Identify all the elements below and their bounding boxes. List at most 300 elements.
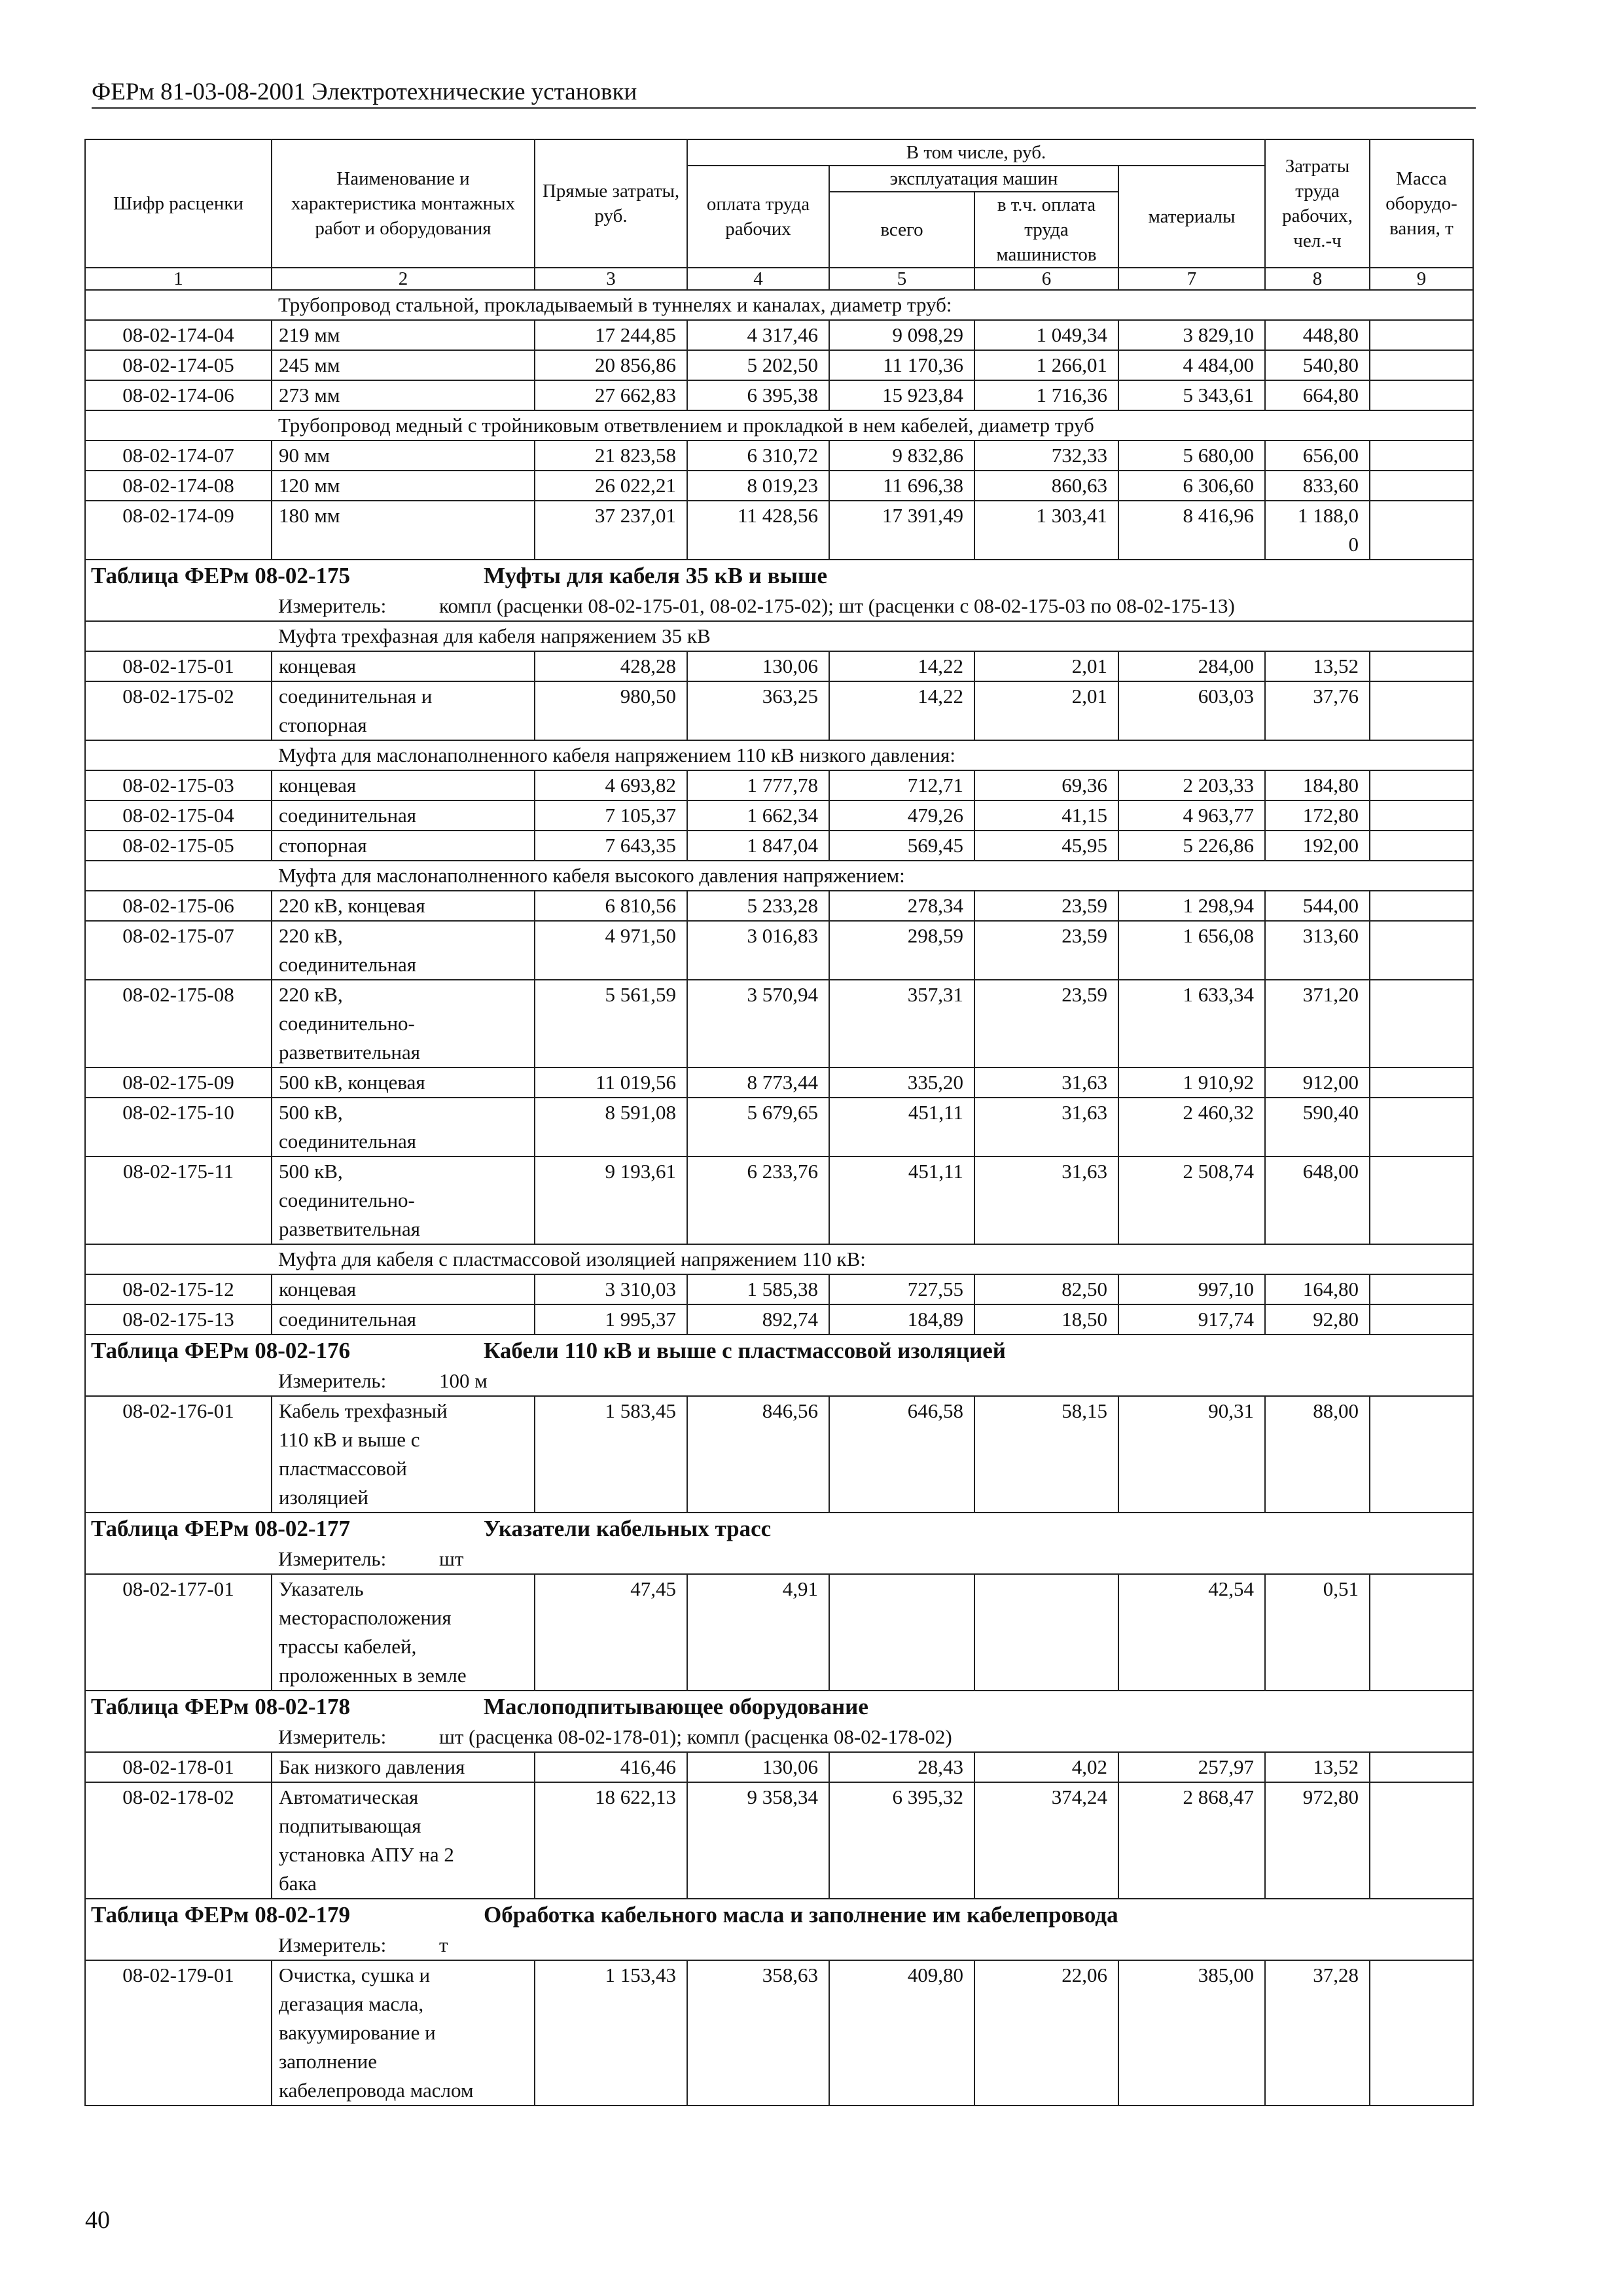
labor-cost: 192,00 [1265, 831, 1370, 861]
machines-total: 409,80 [829, 1960, 974, 2106]
table-title-name: Указатели кабельных трасс [484, 1516, 772, 1541]
direct-cost: 27 662,83 [535, 380, 687, 410]
work-name: Указатель месторасположения трассы кабелей, проложенных в земле [272, 1574, 535, 1691]
table-row [85, 770, 1473, 800]
direct-cost: 416,46 [535, 1752, 687, 1782]
equipment-mass [1370, 891, 1473, 921]
machinist-wages: 374,24 [974, 1782, 1118, 1899]
direct-cost: 5 561,59 [535, 980, 687, 1067]
rate-code: 08-02-178-02 [85, 1782, 272, 1899]
worker-wages: 363,25 [687, 681, 829, 740]
work-name: соединительная [272, 1304, 535, 1335]
direct-cost: 26 022,21 [535, 471, 687, 501]
group-caption: Муфта трехфазная для кабеля напряжением 35 кВ [85, 621, 1473, 651]
rate-code: 08-02-174-08 [85, 471, 272, 501]
machinist-wages: 23,59 [974, 980, 1118, 1067]
labor-cost: 13,52 [1265, 1752, 1370, 1782]
materials-cost: 4 484,00 [1118, 350, 1265, 380]
direct-cost: 4 971,50 [535, 921, 687, 980]
direct-cost: 37 237,01 [535, 501, 687, 560]
rate-code: 08-02-175-03 [85, 770, 272, 800]
table-row [85, 681, 1473, 740]
equipment-mass [1370, 651, 1473, 681]
measure-value: шт (расценка 08-02-178-01); компл (расценка 08-02-178-02) [439, 1725, 952, 1748]
machines-total: 479,26 [829, 800, 974, 831]
work-name: 220 кВ, концевая [272, 891, 535, 921]
measure-label: Измеритель: [278, 1369, 387, 1392]
equipment-mass [1370, 921, 1473, 980]
rate-code: 08-02-174-06 [85, 380, 272, 410]
materials-cost: 5 680,00 [1118, 440, 1265, 471]
work-name: Очистка, сушка и дегазация масла, вакуумирование и заполнение кабелепровода маслом [272, 1960, 535, 2106]
rate-code: 08-02-174-05 [85, 350, 272, 380]
machinist-wages: 31,63 [974, 1157, 1118, 1244]
table-title-name: Кабели 110 кВ и выше с пластмассовой изоляцией [484, 1338, 1006, 1363]
machinist-wages: 31,63 [974, 1098, 1118, 1157]
work-name: концевая [272, 1274, 535, 1304]
materials-cost: 2 460,32 [1118, 1098, 1265, 1157]
direct-cost: 1 583,45 [535, 1396, 687, 1513]
machinist-wages: 4,02 [974, 1752, 1118, 1782]
rate-code: 08-02-175-12 [85, 1274, 272, 1304]
work-name: 220 кВ, соединительная [272, 921, 535, 980]
worker-wages: 6 233,76 [687, 1157, 829, 1244]
labor-cost: 0,51 [1265, 1574, 1370, 1691]
machines-total: 28,43 [829, 1752, 974, 1782]
materials-cost: 3 829,10 [1118, 320, 1265, 350]
worker-wages: 11 428,56 [687, 501, 829, 560]
table-title-code: Таблица ФЕРм 08-02-179 [91, 1902, 351, 1928]
work-name: 245 мм [272, 350, 535, 380]
measure-label: Измеритель: [278, 594, 387, 617]
col-num: 8 [1265, 268, 1370, 290]
group-caption-row [85, 290, 1473, 320]
equipment-mass [1370, 440, 1473, 471]
rates-table [84, 139, 1474, 2106]
direct-cost: 1 153,43 [535, 1960, 687, 2106]
table-row [85, 921, 1473, 980]
materials-cost: 90,31 [1118, 1396, 1265, 1513]
col-num: 2 [272, 268, 535, 290]
equipment-mass [1370, 1782, 1473, 1899]
materials-cost: 1 633,34 [1118, 980, 1265, 1067]
rate-code: 08-02-175-01 [85, 651, 272, 681]
measure-label: Измеритель: [278, 1933, 387, 1956]
direct-cost: 21 823,58 [535, 440, 687, 471]
machinist-wages: 1 716,36 [974, 380, 1118, 410]
equipment-mass [1370, 1752, 1473, 1782]
work-name: соединительная [272, 800, 535, 831]
direct-cost: 3 310,03 [535, 1274, 687, 1304]
direct-cost: 7 643,35 [535, 831, 687, 861]
table-title-row [85, 1899, 1473, 1931]
labor-cost: 544,00 [1265, 891, 1370, 921]
work-name: Бак низкого давления [272, 1752, 535, 1782]
measure-value: т [439, 1933, 448, 1956]
labor-cost: 912,00 [1265, 1067, 1370, 1098]
worker-wages: 130,06 [687, 1752, 829, 1782]
table-row [85, 471, 1473, 501]
equipment-mass [1370, 350, 1473, 380]
table-row [85, 831, 1473, 861]
table-row [85, 1752, 1473, 1782]
table-row [85, 501, 1473, 560]
direct-cost: 4 693,82 [535, 770, 687, 800]
labor-cost: 1 188,0 0 [1265, 501, 1370, 560]
machines-total: 727,55 [829, 1274, 974, 1304]
rate-code: 08-02-175-13 [85, 1304, 272, 1335]
direct-cost: 7 105,37 [535, 800, 687, 831]
work-name: 273 мм [272, 380, 535, 410]
worker-wages: 5 233,28 [687, 891, 829, 921]
table-row [85, 440, 1473, 471]
machinist-wages: 45,95 [974, 831, 1118, 861]
machinist-wages: 1 049,34 [974, 320, 1118, 350]
materials-cost: 2 868,47 [1118, 1782, 1265, 1899]
group-caption: Трубопровод медный с тройниковым ответвлением и прокладкой в нем кабелей, диаметр труб [85, 410, 1473, 440]
col-code-header: Шифр расценки [85, 139, 272, 268]
equipment-mass [1370, 980, 1473, 1067]
materials-cost: 1 656,08 [1118, 921, 1265, 980]
table-title [85, 1691, 1473, 1723]
worker-wages: 1 777,78 [687, 770, 829, 800]
table-row [85, 1157, 1473, 1244]
machinist-wages: 1 303,41 [974, 501, 1118, 560]
col-num: 5 [829, 268, 974, 290]
machinist-wages: 82,50 [974, 1274, 1118, 1304]
materials-cost: 2 203,33 [1118, 770, 1265, 800]
machinist-wages: 2,01 [974, 651, 1118, 681]
table-title-name: Обработка кабельного масла и заполнение им кабелепровода [484, 1902, 1118, 1928]
labor-cost: 833,60 [1265, 471, 1370, 501]
col-num: 3 [535, 268, 687, 290]
worker-wages: 3 016,83 [687, 921, 829, 980]
machinist-wages: 18,50 [974, 1304, 1118, 1335]
worker-wages: 4,91 [687, 1574, 829, 1691]
worker-wages: 5 679,65 [687, 1098, 829, 1157]
worker-wages: 358,63 [687, 1960, 829, 2106]
labor-cost: 164,80 [1265, 1274, 1370, 1304]
table-row [85, 1960, 1473, 2106]
machinist-wages: 31,63 [974, 1067, 1118, 1098]
col-incl-header: В том числе, руб. [687, 139, 1265, 166]
table-row [85, 800, 1473, 831]
col-num: 6 [974, 268, 1118, 290]
machines-total [829, 1574, 974, 1691]
labor-cost: 88,00 [1265, 1396, 1370, 1513]
work-name: Автоматическая подпитывающая установка АПУ на 2 бака [272, 1782, 535, 1899]
work-name: 180 мм [272, 501, 535, 560]
machines-total: 569,45 [829, 831, 974, 861]
materials-cost: 42,54 [1118, 1574, 1265, 1691]
equipment-mass [1370, 831, 1473, 861]
page-number: 40 [85, 2206, 110, 2234]
rate-code: 08-02-175-05 [85, 831, 272, 861]
measure [85, 1545, 1473, 1574]
measure-row [85, 1931, 1473, 1960]
rate-code: 08-02-174-07 [85, 440, 272, 471]
group-caption-row [85, 410, 1473, 440]
table-row [85, 651, 1473, 681]
table-title-code: Таблица ФЕРм 08-02-175 [91, 563, 351, 588]
table-row [85, 1396, 1473, 1513]
col-num: 9 [1370, 268, 1473, 290]
table-title-row [85, 560, 1473, 592]
work-name: 220 кВ, соединительно- разветвительная [272, 980, 535, 1067]
table-title-code: Таблица ФЕРм 08-02-178 [91, 1694, 351, 1719]
machines-total: 11 696,38 [829, 471, 974, 501]
work-name: 500 кВ, соединительная [272, 1098, 535, 1157]
machines-total: 14,22 [829, 651, 974, 681]
materials-cost: 257,97 [1118, 1752, 1265, 1782]
machinist-wages: 1 266,01 [974, 350, 1118, 380]
equipment-mass [1370, 471, 1473, 501]
measure-value: 100 м [439, 1369, 488, 1392]
direct-cost: 428,28 [535, 651, 687, 681]
group-caption-row [85, 861, 1473, 891]
table-title-name: Маслоподпитывающее оборудование [484, 1694, 868, 1719]
measure-value: шт [439, 1547, 464, 1570]
measure-row [85, 1367, 1473, 1396]
worker-wages: 8 019,23 [687, 471, 829, 501]
rate-code: 08-02-175-11 [85, 1157, 272, 1244]
equipment-mass [1370, 681, 1473, 740]
direct-cost: 6 810,56 [535, 891, 687, 921]
col-labor-header: Затраты труда рабочих, чел.-ч [1265, 139, 1370, 268]
materials-cost: 8 416,96 [1118, 501, 1265, 560]
machines-total: 335,20 [829, 1067, 974, 1098]
col-machines-header: эксплуатация машин [829, 166, 1118, 192]
table-row [85, 1067, 1473, 1098]
machines-total: 17 391,49 [829, 501, 974, 560]
work-name: стопорная [272, 831, 535, 861]
machinist-wages: 69,36 [974, 770, 1118, 800]
direct-cost: 18 622,13 [535, 1782, 687, 1899]
machinist-wages: 732,33 [974, 440, 1118, 471]
worker-wages: 892,74 [687, 1304, 829, 1335]
labor-cost: 371,20 [1265, 980, 1370, 1067]
labor-cost: 664,80 [1265, 380, 1370, 410]
machines-total: 184,89 [829, 1304, 974, 1335]
materials-cost: 5 226,86 [1118, 831, 1265, 861]
equipment-mass [1370, 380, 1473, 410]
materials-cost: 5 343,61 [1118, 380, 1265, 410]
worker-wages: 1 662,34 [687, 800, 829, 831]
materials-cost: 917,74 [1118, 1304, 1265, 1335]
direct-cost: 8 591,08 [535, 1098, 687, 1157]
worker-wages: 1 847,04 [687, 831, 829, 861]
materials-cost: 1 910,92 [1118, 1067, 1265, 1098]
equipment-mass [1370, 501, 1473, 560]
equipment-mass [1370, 770, 1473, 800]
col-num: 1 [85, 268, 272, 290]
labor-cost: 972,80 [1265, 1782, 1370, 1899]
worker-wages: 6 395,38 [687, 380, 829, 410]
equipment-mass [1370, 1396, 1473, 1513]
direct-cost: 11 019,56 [535, 1067, 687, 1098]
machines-total: 451,11 [829, 1157, 974, 1244]
rate-code: 08-02-175-04 [85, 800, 272, 831]
col-num: 4 [687, 268, 829, 290]
worker-wages: 6 310,72 [687, 440, 829, 471]
measure [85, 592, 1473, 621]
col-num: 7 [1118, 268, 1265, 290]
rate-code: 08-02-176-01 [85, 1396, 272, 1513]
machines-total: 451,11 [829, 1098, 974, 1157]
rate-code: 08-02-179-01 [85, 1960, 272, 2106]
materials-cost: 6 306,60 [1118, 471, 1265, 501]
rate-code: 08-02-175-06 [85, 891, 272, 921]
machinist-wages: 22,06 [974, 1960, 1118, 2106]
equipment-mass [1370, 1067, 1473, 1098]
measure [85, 1723, 1473, 1752]
machines-total: 15 923,84 [829, 380, 974, 410]
equipment-mass [1370, 1960, 1473, 2106]
table-row [85, 1098, 1473, 1157]
direct-cost: 20 856,86 [535, 350, 687, 380]
worker-wages: 5 202,50 [687, 350, 829, 380]
direct-cost: 1 995,37 [535, 1304, 687, 1335]
equipment-mass [1370, 1274, 1473, 1304]
equipment-mass [1370, 320, 1473, 350]
col-total-header: всего [829, 192, 974, 268]
equipment-mass [1370, 1304, 1473, 1335]
machines-total: 298,59 [829, 921, 974, 980]
labor-cost: 92,80 [1265, 1304, 1370, 1335]
table-title-row [85, 1691, 1473, 1723]
table-row [85, 1304, 1473, 1335]
machines-total: 6 395,32 [829, 1782, 974, 1899]
group-caption-row [85, 1244, 1473, 1274]
machines-total: 712,71 [829, 770, 974, 800]
table-title-name: Муфты для кабеля 35 кВ и выше [484, 563, 827, 588]
labor-cost: 172,80 [1265, 800, 1370, 831]
group-caption-row [85, 740, 1473, 770]
measure [85, 1931, 1473, 1960]
work-name: 500 кВ, концевая [272, 1067, 535, 1098]
document-title: ФЕРм 81-03-08-2001 Электротехнические установки [92, 79, 637, 105]
column-numbers [85, 268, 1473, 290]
table-row [85, 1782, 1473, 1899]
table-title [85, 560, 1473, 592]
machines-total: 9 098,29 [829, 320, 974, 350]
col-materials-header: материалы [1118, 166, 1265, 268]
work-name: Кабель трехфазный 110 кВ и выше с пластмассовой изоляцией [272, 1396, 535, 1513]
measure-row [85, 1545, 1473, 1574]
table-title-row [85, 1335, 1473, 1367]
measure-value: компл (расценки 08-02-175-01, 08-02-175-02); шт (расценки с 08-02-175-03 по 08-02-175-13) [439, 594, 1235, 617]
machines-total: 357,31 [829, 980, 974, 1067]
direct-cost: 17 244,85 [535, 320, 687, 350]
work-name: 120 мм [272, 471, 535, 501]
materials-cost: 997,10 [1118, 1274, 1265, 1304]
table-title-code: Таблица ФЕРм 08-02-176 [91, 1338, 351, 1363]
materials-cost: 4 963,77 [1118, 800, 1265, 831]
equipment-mass [1370, 800, 1473, 831]
work-name: 90 мм [272, 440, 535, 471]
labor-cost: 540,80 [1265, 350, 1370, 380]
table-row [85, 320, 1473, 350]
equipment-mass [1370, 1157, 1473, 1244]
worker-wages: 9 358,34 [687, 1782, 829, 1899]
direct-cost: 47,45 [535, 1574, 687, 1691]
direct-cost: 980,50 [535, 681, 687, 740]
rate-code: 08-02-174-09 [85, 501, 272, 560]
labor-cost: 313,60 [1265, 921, 1370, 980]
col-wages-header: оплата труда рабочих [687, 166, 829, 268]
table-title [85, 1335, 1473, 1367]
table-row [85, 1574, 1473, 1691]
group-caption-row [85, 621, 1473, 651]
machines-total: 278,34 [829, 891, 974, 921]
table-row [85, 380, 1473, 410]
worker-wages: 4 317,46 [687, 320, 829, 350]
work-name: соединительная и стопорная [272, 681, 535, 740]
table-row [85, 1274, 1473, 1304]
materials-cost: 603,03 [1118, 681, 1265, 740]
measure [85, 1367, 1473, 1396]
worker-wages: 8 773,44 [687, 1067, 829, 1098]
group-caption: Трубопровод стальной, прокладываемый в туннелях и каналах, диаметр труб: [85, 290, 1473, 320]
worker-wages: 1 585,38 [687, 1274, 829, 1304]
rate-code: 08-02-177-01 [85, 1574, 272, 1691]
table-row [85, 980, 1473, 1067]
rate-code: 08-02-175-02 [85, 681, 272, 740]
table-title [85, 1899, 1473, 1931]
machinist-wages: 860,63 [974, 471, 1118, 501]
labor-cost: 656,00 [1265, 440, 1370, 471]
machinist-wages: 23,59 [974, 921, 1118, 980]
labor-cost: 184,80 [1265, 770, 1370, 800]
equipment-mass [1370, 1574, 1473, 1691]
measure-row [85, 1723, 1473, 1752]
table-title-row [85, 1513, 1473, 1545]
worker-wages: 130,06 [687, 651, 829, 681]
labor-cost: 13,52 [1265, 651, 1370, 681]
direct-cost: 9 193,61 [535, 1157, 687, 1244]
machines-total: 646,58 [829, 1396, 974, 1513]
machines-total: 11 170,36 [829, 350, 974, 380]
table-title [85, 1513, 1473, 1545]
rate-code: 08-02-175-08 [85, 980, 272, 1067]
work-name: концевая [272, 770, 535, 800]
rate-code: 08-02-175-10 [85, 1098, 272, 1157]
col-mach-wages-header: в т.ч. оплата труда машинистов [974, 192, 1118, 268]
table-title-code: Таблица ФЕРм 08-02-177 [91, 1516, 351, 1541]
labor-cost: 37,28 [1265, 1960, 1370, 2106]
labor-cost: 37,76 [1265, 681, 1370, 740]
measure-row [85, 592, 1473, 621]
machinist-wages: 41,15 [974, 800, 1118, 831]
labor-cost: 448,80 [1265, 320, 1370, 350]
col-direct-header: Прямые затраты, руб. [535, 139, 687, 268]
group-caption: Муфта для маслонаполненного кабеля высокого давления напряжением: [85, 861, 1473, 891]
rate-code: 08-02-175-09 [85, 1067, 272, 1098]
table-row [85, 350, 1473, 380]
measure-label: Измеритель: [278, 1725, 387, 1748]
page-header [92, 77, 1476, 109]
machines-total: 9 832,86 [829, 440, 974, 471]
worker-wages: 3 570,94 [687, 980, 829, 1067]
table-header [85, 139, 1473, 290]
col-mass-header: Масса оборудо-вания, т [1370, 139, 1473, 268]
materials-cost: 385,00 [1118, 1960, 1265, 2106]
rate-code: 08-02-178-01 [85, 1752, 272, 1782]
materials-cost: 2 508,74 [1118, 1157, 1265, 1244]
work-name: 219 мм [272, 320, 535, 350]
labor-cost: 590,40 [1265, 1098, 1370, 1157]
table-row [85, 891, 1473, 921]
